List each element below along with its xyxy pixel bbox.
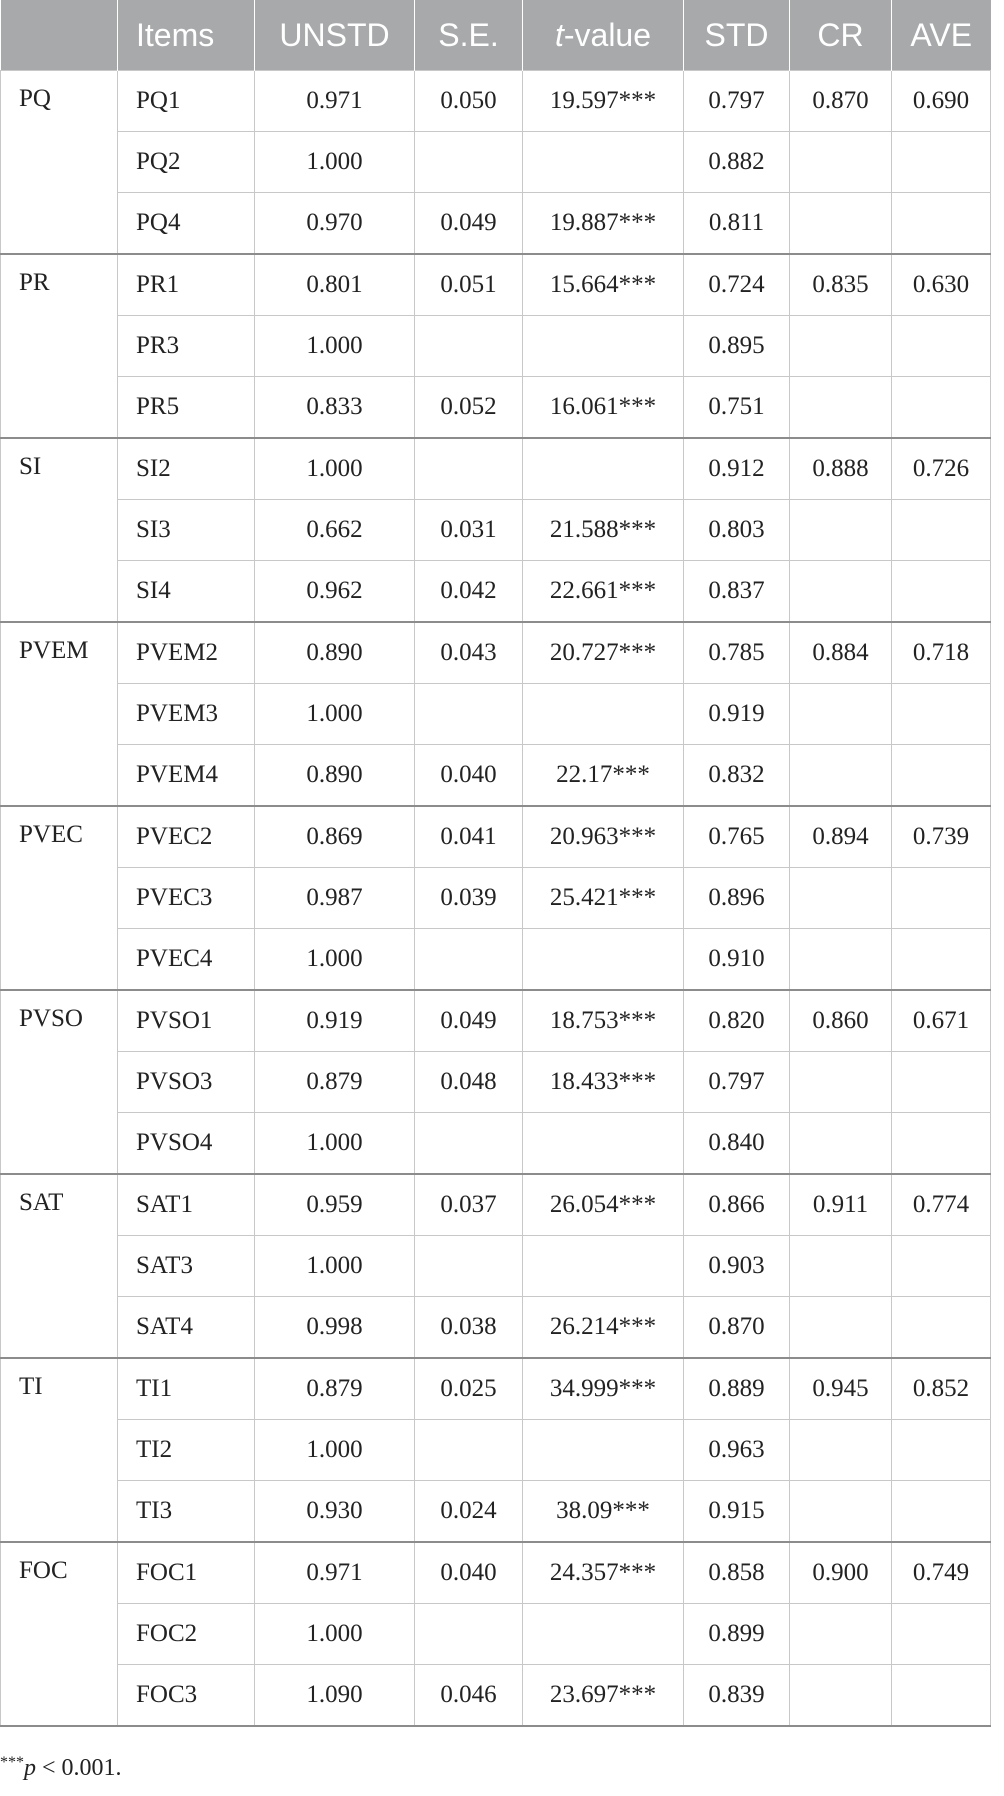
ave-cell: 0.671 xyxy=(892,990,991,1052)
ave-cell xyxy=(892,377,991,439)
std-cell: 0.765 xyxy=(684,806,790,868)
header-row xyxy=(1,0,991,71)
cr-cell xyxy=(790,1481,892,1543)
table-row xyxy=(1,990,991,1052)
item-cell: SAT3 xyxy=(118,1236,255,1297)
table-row xyxy=(1,929,991,991)
se-cell: 0.049 xyxy=(415,193,523,255)
unstd-cell: 1.000 xyxy=(255,929,415,991)
std-cell: 0.870 xyxy=(684,1297,790,1359)
std-cell: 0.803 xyxy=(684,500,790,561)
se-cell: 0.037 xyxy=(415,1174,523,1236)
t-cell: 22.661*** xyxy=(523,561,684,623)
t-cell xyxy=(523,1236,684,1297)
cr-cell xyxy=(790,193,892,255)
construct-cell: PR xyxy=(1,254,118,438)
cr-cell: 0.900 xyxy=(790,1542,892,1604)
header-std: STD xyxy=(684,0,790,71)
se-cell: 0.051 xyxy=(415,254,523,316)
std-cell: 0.840 xyxy=(684,1113,790,1175)
header-construct xyxy=(1,0,118,71)
unstd-cell: 0.930 xyxy=(255,1481,415,1543)
se-cell xyxy=(415,684,523,745)
table-row xyxy=(1,1297,991,1359)
table-row xyxy=(1,316,991,377)
construct-cell: SI xyxy=(1,438,118,622)
unstd-cell: 0.869 xyxy=(255,806,415,868)
se-cell: 0.039 xyxy=(415,868,523,929)
t-cell: 25.421*** xyxy=(523,868,684,929)
t-cell: 24.357*** xyxy=(523,1542,684,1604)
ave-cell xyxy=(892,1236,991,1297)
t-cell xyxy=(523,438,684,500)
t-cell: 26.214*** xyxy=(523,1297,684,1359)
ave-cell xyxy=(892,1113,991,1175)
unstd-cell: 0.971 xyxy=(255,71,415,132)
ave-cell xyxy=(892,193,991,255)
table-row xyxy=(1,1358,991,1420)
item-cell: PR5 xyxy=(118,377,255,439)
item-cell: SAT1 xyxy=(118,1174,255,1236)
item-cell: PVSO4 xyxy=(118,1113,255,1175)
unstd-cell: 1.000 xyxy=(255,1113,415,1175)
cr-cell: 0.888 xyxy=(790,438,892,500)
ave-cell: 0.726 xyxy=(892,438,991,500)
item-cell: FOC2 xyxy=(118,1604,255,1665)
t-cell: 18.433*** xyxy=(523,1052,684,1113)
unstd-cell: 1.000 xyxy=(255,1236,415,1297)
cr-cell xyxy=(790,929,892,991)
std-cell: 0.797 xyxy=(684,71,790,132)
header-unstd: UNSTD xyxy=(255,0,415,71)
unstd-cell: 1.000 xyxy=(255,316,415,377)
se-cell: 0.024 xyxy=(415,1481,523,1543)
ave-cell xyxy=(892,1481,991,1543)
unstd-cell: 0.919 xyxy=(255,990,415,1052)
header-se: S.E. xyxy=(415,0,523,71)
t-cell: 34.999*** xyxy=(523,1358,684,1420)
unstd-cell: 0.987 xyxy=(255,868,415,929)
item-cell: SAT4 xyxy=(118,1297,255,1359)
unstd-cell: 0.962 xyxy=(255,561,415,623)
t-cell: 21.588*** xyxy=(523,500,684,561)
std-cell: 0.912 xyxy=(684,438,790,500)
std-cell: 0.858 xyxy=(684,1542,790,1604)
cr-cell xyxy=(790,1420,892,1481)
t-cell xyxy=(523,132,684,193)
header-t-italic: t xyxy=(554,16,564,53)
cr-cell xyxy=(790,868,892,929)
unstd-cell: 0.662 xyxy=(255,500,415,561)
std-cell: 0.919 xyxy=(684,684,790,745)
item-cell: PR1 xyxy=(118,254,255,316)
se-cell: 0.025 xyxy=(415,1358,523,1420)
std-cell: 0.963 xyxy=(684,1420,790,1481)
ave-cell xyxy=(892,132,991,193)
cr-cell xyxy=(790,1665,892,1727)
table-row xyxy=(1,193,991,255)
table-row xyxy=(1,254,991,316)
ave-cell: 0.749 xyxy=(892,1542,991,1604)
construct-cell: PVEM xyxy=(1,622,118,806)
table-header xyxy=(1,0,991,71)
unstd-cell: 0.970 xyxy=(255,193,415,255)
item-cell: PVEC2 xyxy=(118,806,255,868)
table-row xyxy=(1,1665,991,1727)
unstd-cell: 0.833 xyxy=(255,377,415,439)
cr-cell xyxy=(790,745,892,807)
ave-cell xyxy=(892,1665,991,1727)
ave-cell xyxy=(892,316,991,377)
footnote-stars: *** xyxy=(0,1754,24,1771)
se-cell: 0.050 xyxy=(415,71,523,132)
t-cell: 16.061*** xyxy=(523,377,684,439)
t-cell: 38.09*** xyxy=(523,1481,684,1543)
table-row xyxy=(1,1604,991,1665)
item-cell: SI4 xyxy=(118,561,255,623)
cr-cell: 0.894 xyxy=(790,806,892,868)
table-row xyxy=(1,622,991,684)
ave-cell: 0.739 xyxy=(892,806,991,868)
se-cell: 0.031 xyxy=(415,500,523,561)
cr-cell: 0.870 xyxy=(790,71,892,132)
table-row xyxy=(1,71,991,132)
cr-cell xyxy=(790,377,892,439)
std-cell: 0.811 xyxy=(684,193,790,255)
header-t-value xyxy=(523,0,684,71)
t-cell xyxy=(523,1420,684,1481)
std-cell: 0.820 xyxy=(684,990,790,1052)
t-cell xyxy=(523,684,684,745)
table-row xyxy=(1,132,991,193)
unstd-cell: 1.000 xyxy=(255,132,415,193)
cr-cell: 0.860 xyxy=(790,990,892,1052)
se-cell xyxy=(415,1113,523,1175)
ave-cell: 0.690 xyxy=(892,71,991,132)
unstd-cell: 0.998 xyxy=(255,1297,415,1359)
construct-cell: PVEC xyxy=(1,806,118,990)
item-cell: FOC3 xyxy=(118,1665,255,1727)
std-cell: 0.896 xyxy=(684,868,790,929)
cr-cell xyxy=(790,561,892,623)
header-cr: CR xyxy=(790,0,892,71)
cr-cell xyxy=(790,1113,892,1175)
ave-cell xyxy=(892,1604,991,1665)
se-cell: 0.040 xyxy=(415,745,523,807)
footnote-text: < 0.001. xyxy=(36,1755,122,1781)
se-cell: 0.048 xyxy=(415,1052,523,1113)
unstd-cell: 0.879 xyxy=(255,1358,415,1420)
construct-cell: FOC xyxy=(1,1542,118,1726)
item-cell: PVEM3 xyxy=(118,684,255,745)
ave-cell xyxy=(892,1297,991,1359)
t-cell: 20.963*** xyxy=(523,806,684,868)
se-cell xyxy=(415,929,523,991)
unstd-cell: 1.000 xyxy=(255,1420,415,1481)
se-cell xyxy=(415,132,523,193)
item-cell: FOC1 xyxy=(118,1542,255,1604)
table-row xyxy=(1,684,991,745)
item-cell: TI1 xyxy=(118,1358,255,1420)
header-items: Items xyxy=(118,0,255,71)
se-cell: 0.040 xyxy=(415,1542,523,1604)
item-cell: SI3 xyxy=(118,500,255,561)
std-cell: 0.882 xyxy=(684,132,790,193)
item-cell: PR3 xyxy=(118,316,255,377)
std-cell: 0.837 xyxy=(684,561,790,623)
unstd-cell: 0.801 xyxy=(255,254,415,316)
cr-cell: 0.835 xyxy=(790,254,892,316)
cr-cell xyxy=(790,1297,892,1359)
se-cell: 0.038 xyxy=(415,1297,523,1359)
item-cell: TI2 xyxy=(118,1420,255,1481)
se-cell: 0.049 xyxy=(415,990,523,1052)
std-cell: 0.915 xyxy=(684,1481,790,1543)
unstd-cell: 0.959 xyxy=(255,1174,415,1236)
std-cell: 0.839 xyxy=(684,1665,790,1727)
item-cell: PVEC4 xyxy=(118,929,255,991)
ave-cell xyxy=(892,684,991,745)
se-cell xyxy=(415,1236,523,1297)
unstd-cell: 1.000 xyxy=(255,1604,415,1665)
se-cell: 0.042 xyxy=(415,561,523,623)
table-row xyxy=(1,1481,991,1543)
std-cell: 0.899 xyxy=(684,1604,790,1665)
t-cell: 18.753*** xyxy=(523,990,684,1052)
table-row xyxy=(1,1174,991,1236)
table-row xyxy=(1,377,991,439)
item-cell: PVSO3 xyxy=(118,1052,255,1113)
ave-cell xyxy=(892,561,991,623)
t-cell xyxy=(523,1604,684,1665)
table-row xyxy=(1,1113,991,1175)
cr-cell xyxy=(790,316,892,377)
std-cell: 0.832 xyxy=(684,745,790,807)
item-cell: PVEM4 xyxy=(118,745,255,807)
cr-cell xyxy=(790,684,892,745)
unstd-cell: 0.879 xyxy=(255,1052,415,1113)
t-cell: 19.597*** xyxy=(523,71,684,132)
construct-cell: TI xyxy=(1,1358,118,1542)
table-row xyxy=(1,1420,991,1481)
item-cell: PVSO1 xyxy=(118,990,255,1052)
cr-cell: 0.945 xyxy=(790,1358,892,1420)
construct-cell: SAT xyxy=(1,1174,118,1358)
item-cell: SI2 xyxy=(118,438,255,500)
ave-cell: 0.718 xyxy=(892,622,991,684)
std-cell: 0.903 xyxy=(684,1236,790,1297)
se-cell: 0.052 xyxy=(415,377,523,439)
header-ave: AVE xyxy=(892,0,991,71)
table-row xyxy=(1,745,991,807)
footnote xyxy=(0,1754,122,1782)
construct-cell: PVSO xyxy=(1,990,118,1174)
se-cell: 0.043 xyxy=(415,622,523,684)
ave-cell xyxy=(892,1052,991,1113)
table-row xyxy=(1,438,991,500)
item-cell: PQ4 xyxy=(118,193,255,255)
footnote-p: p xyxy=(24,1755,36,1781)
se-cell xyxy=(415,1604,523,1665)
t-cell: 22.17*** xyxy=(523,745,684,807)
table-row xyxy=(1,1542,991,1604)
std-cell: 0.724 xyxy=(684,254,790,316)
item-cell: PQ1 xyxy=(118,71,255,132)
t-cell: 19.887*** xyxy=(523,193,684,255)
ave-cell xyxy=(892,929,991,991)
t-cell: 15.664*** xyxy=(523,254,684,316)
se-cell: 0.041 xyxy=(415,806,523,868)
table-row xyxy=(1,500,991,561)
t-cell xyxy=(523,316,684,377)
table-row xyxy=(1,561,991,623)
std-cell: 0.785 xyxy=(684,622,790,684)
t-cell xyxy=(523,929,684,991)
unstd-cell: 0.890 xyxy=(255,745,415,807)
ave-cell: 0.630 xyxy=(892,254,991,316)
unstd-cell: 1.000 xyxy=(255,684,415,745)
ave-cell xyxy=(892,500,991,561)
construct-cell: PQ xyxy=(1,71,118,255)
unstd-cell: 0.971 xyxy=(255,1542,415,1604)
std-cell: 0.895 xyxy=(684,316,790,377)
ave-cell: 0.774 xyxy=(892,1174,991,1236)
cr-cell: 0.884 xyxy=(790,622,892,684)
unstd-cell: 1.000 xyxy=(255,438,415,500)
cr-cell: 0.911 xyxy=(790,1174,892,1236)
se-cell: 0.046 xyxy=(415,1665,523,1727)
cr-cell xyxy=(790,1604,892,1665)
cr-cell xyxy=(790,132,892,193)
std-cell: 0.889 xyxy=(684,1358,790,1420)
ave-cell: 0.852 xyxy=(892,1358,991,1420)
std-cell: 0.797 xyxy=(684,1052,790,1113)
t-cell: 23.697*** xyxy=(523,1665,684,1727)
cr-cell xyxy=(790,1236,892,1297)
t-cell: 26.054*** xyxy=(523,1174,684,1236)
table-row xyxy=(1,868,991,929)
header-t-suffix: -value xyxy=(563,16,652,53)
se-cell xyxy=(415,438,523,500)
t-cell: 20.727*** xyxy=(523,622,684,684)
table-body xyxy=(1,71,991,1727)
cr-cell xyxy=(790,1052,892,1113)
std-cell: 0.751 xyxy=(684,377,790,439)
ave-cell xyxy=(892,1420,991,1481)
std-cell: 0.866 xyxy=(684,1174,790,1236)
se-cell xyxy=(415,316,523,377)
ave-cell xyxy=(892,745,991,807)
item-cell: PQ2 xyxy=(118,132,255,193)
cr-cell xyxy=(790,500,892,561)
unstd-cell: 0.890 xyxy=(255,622,415,684)
table-row xyxy=(1,1236,991,1297)
table-row xyxy=(1,1052,991,1113)
std-cell: 0.910 xyxy=(684,929,790,991)
item-cell: PVEM2 xyxy=(118,622,255,684)
se-cell xyxy=(415,1420,523,1481)
item-cell: PVEC3 xyxy=(118,868,255,929)
unstd-cell: 1.090 xyxy=(255,1665,415,1727)
t-cell xyxy=(523,1113,684,1175)
ave-cell xyxy=(892,868,991,929)
item-cell: TI3 xyxy=(118,1481,255,1543)
table-row xyxy=(1,806,991,868)
